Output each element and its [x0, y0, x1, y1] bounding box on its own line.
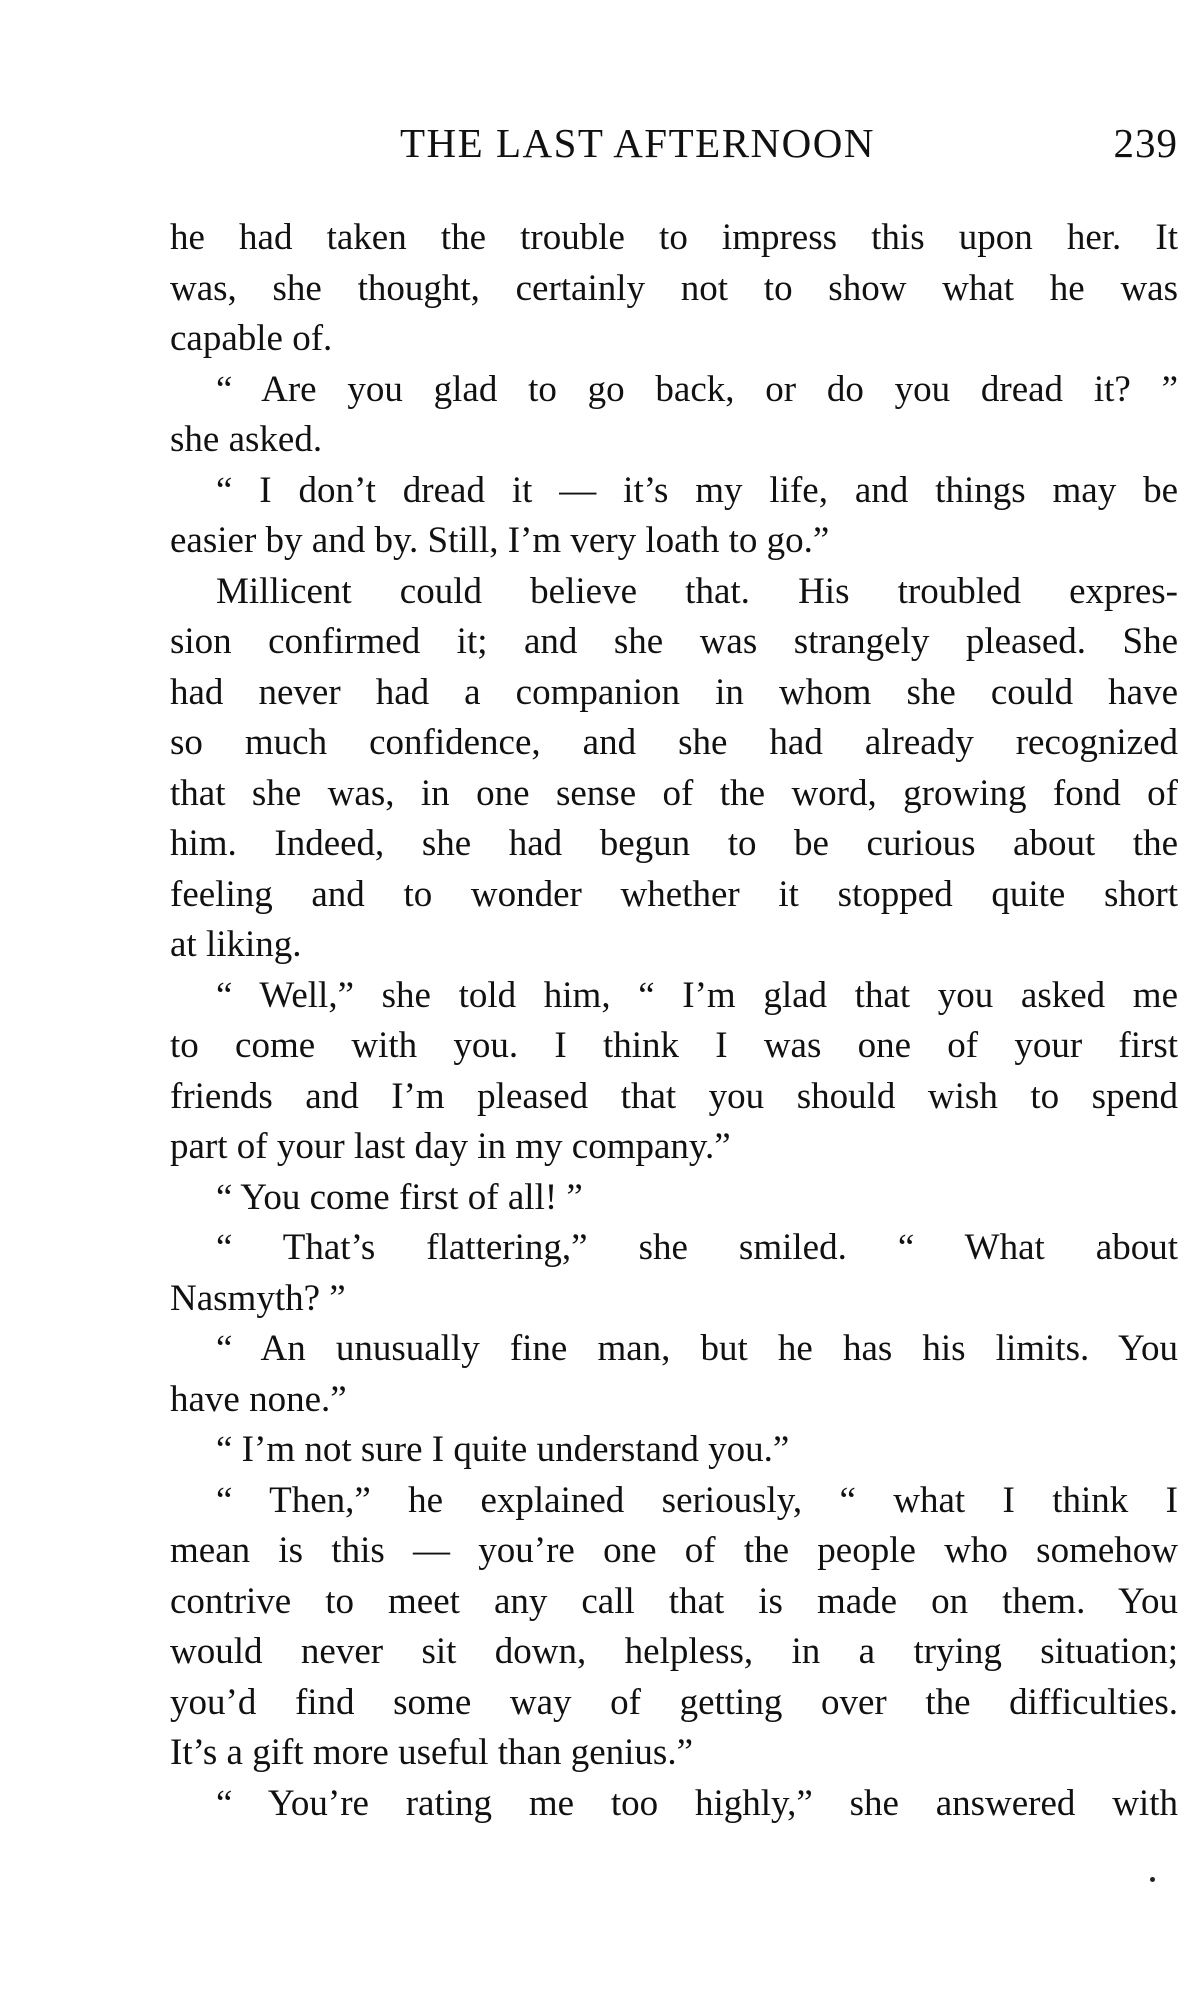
- text-line: had never had a companion in whom she could have: [170, 671, 1178, 713]
- print-speck: [1150, 1877, 1155, 1882]
- text-line: him. Indeed, she had begun to be curious about the: [170, 823, 1178, 864]
- body-text: [170, 213, 1178, 1829]
- page-number: 239: [1113, 120, 1178, 166]
- text-line: so much confidence, and she had already recognized: [170, 722, 1178, 763]
- text-line: Millicent could believe that. His troubled expres-: [216, 570, 1178, 612]
- text-line: would never sit down, helpless, in a trying situation;: [170, 1631, 1178, 1672]
- text-line: mean is this — you’re one of the people who somehow: [170, 1530, 1178, 1571]
- text-line: feeling and to wonder whether it stopped quite short: [170, 873, 1178, 915]
- text-line: have none.”: [170, 1378, 347, 1420]
- text-line: was, she thought, certainly not to show what he was: [170, 267, 1178, 309]
- text-line: “ Are you glad to go back, or do you dread it? ”: [216, 368, 1178, 410]
- text-line: “ Then,” he explained seriously, “ what I think I: [216, 1479, 1178, 1521]
- running-head: [170, 118, 1178, 168]
- text-line: “ I don’t dread it — it’s my life, and things may be: [216, 469, 1178, 511]
- text-line: to come with you. I think I was one of your first: [170, 1025, 1178, 1066]
- text-line: contrive to meet any call that is made on them. You: [170, 1580, 1178, 1622]
- text-line: “ I’m not sure I quite understand you.”: [216, 1429, 790, 1470]
- text-line: capable of.: [170, 318, 333, 359]
- text-line: easier by and by. Still, I’m very loath to go.”: [170, 520, 830, 561]
- text-line: you’d find some way of getting over the difficulties.: [170, 1681, 1178, 1723]
- text-line: friends and I’m pleased that you should wish to spend: [170, 1075, 1178, 1117]
- text-line: It’s a gift more useful than genius.”: [170, 1732, 694, 1773]
- text-line: at liking.: [170, 924, 302, 965]
- text-line: “ You come first of all! ”: [216, 1176, 583, 1218]
- text-line: Nasmyth? ”: [170, 1277, 346, 1319]
- running-title: THE LAST AFTERNOON: [400, 120, 875, 166]
- text-line: “ Well,” she told him, “ I’m glad that you asked me: [216, 974, 1178, 1016]
- text-line: “ An unusually fine man, but he has his limits. You: [216, 1328, 1178, 1369]
- text-line: part of your last day in my company.”: [170, 1126, 731, 1167]
- text-line: he had taken the trouble to impress this upon her. It: [170, 217, 1178, 258]
- text-line: that she was, in one sense of the word, growing fond of: [170, 772, 1178, 814]
- text-line: sion confirmed it; and she was strangely pleased. She: [170, 621, 1178, 662]
- text-line: “ That’s flattering,” she smiled. “ What about: [216, 1227, 1178, 1268]
- text-line: she asked.: [170, 419, 323, 460]
- text-line: “ You’re rating me too highly,” she answered with: [216, 1782, 1178, 1824]
